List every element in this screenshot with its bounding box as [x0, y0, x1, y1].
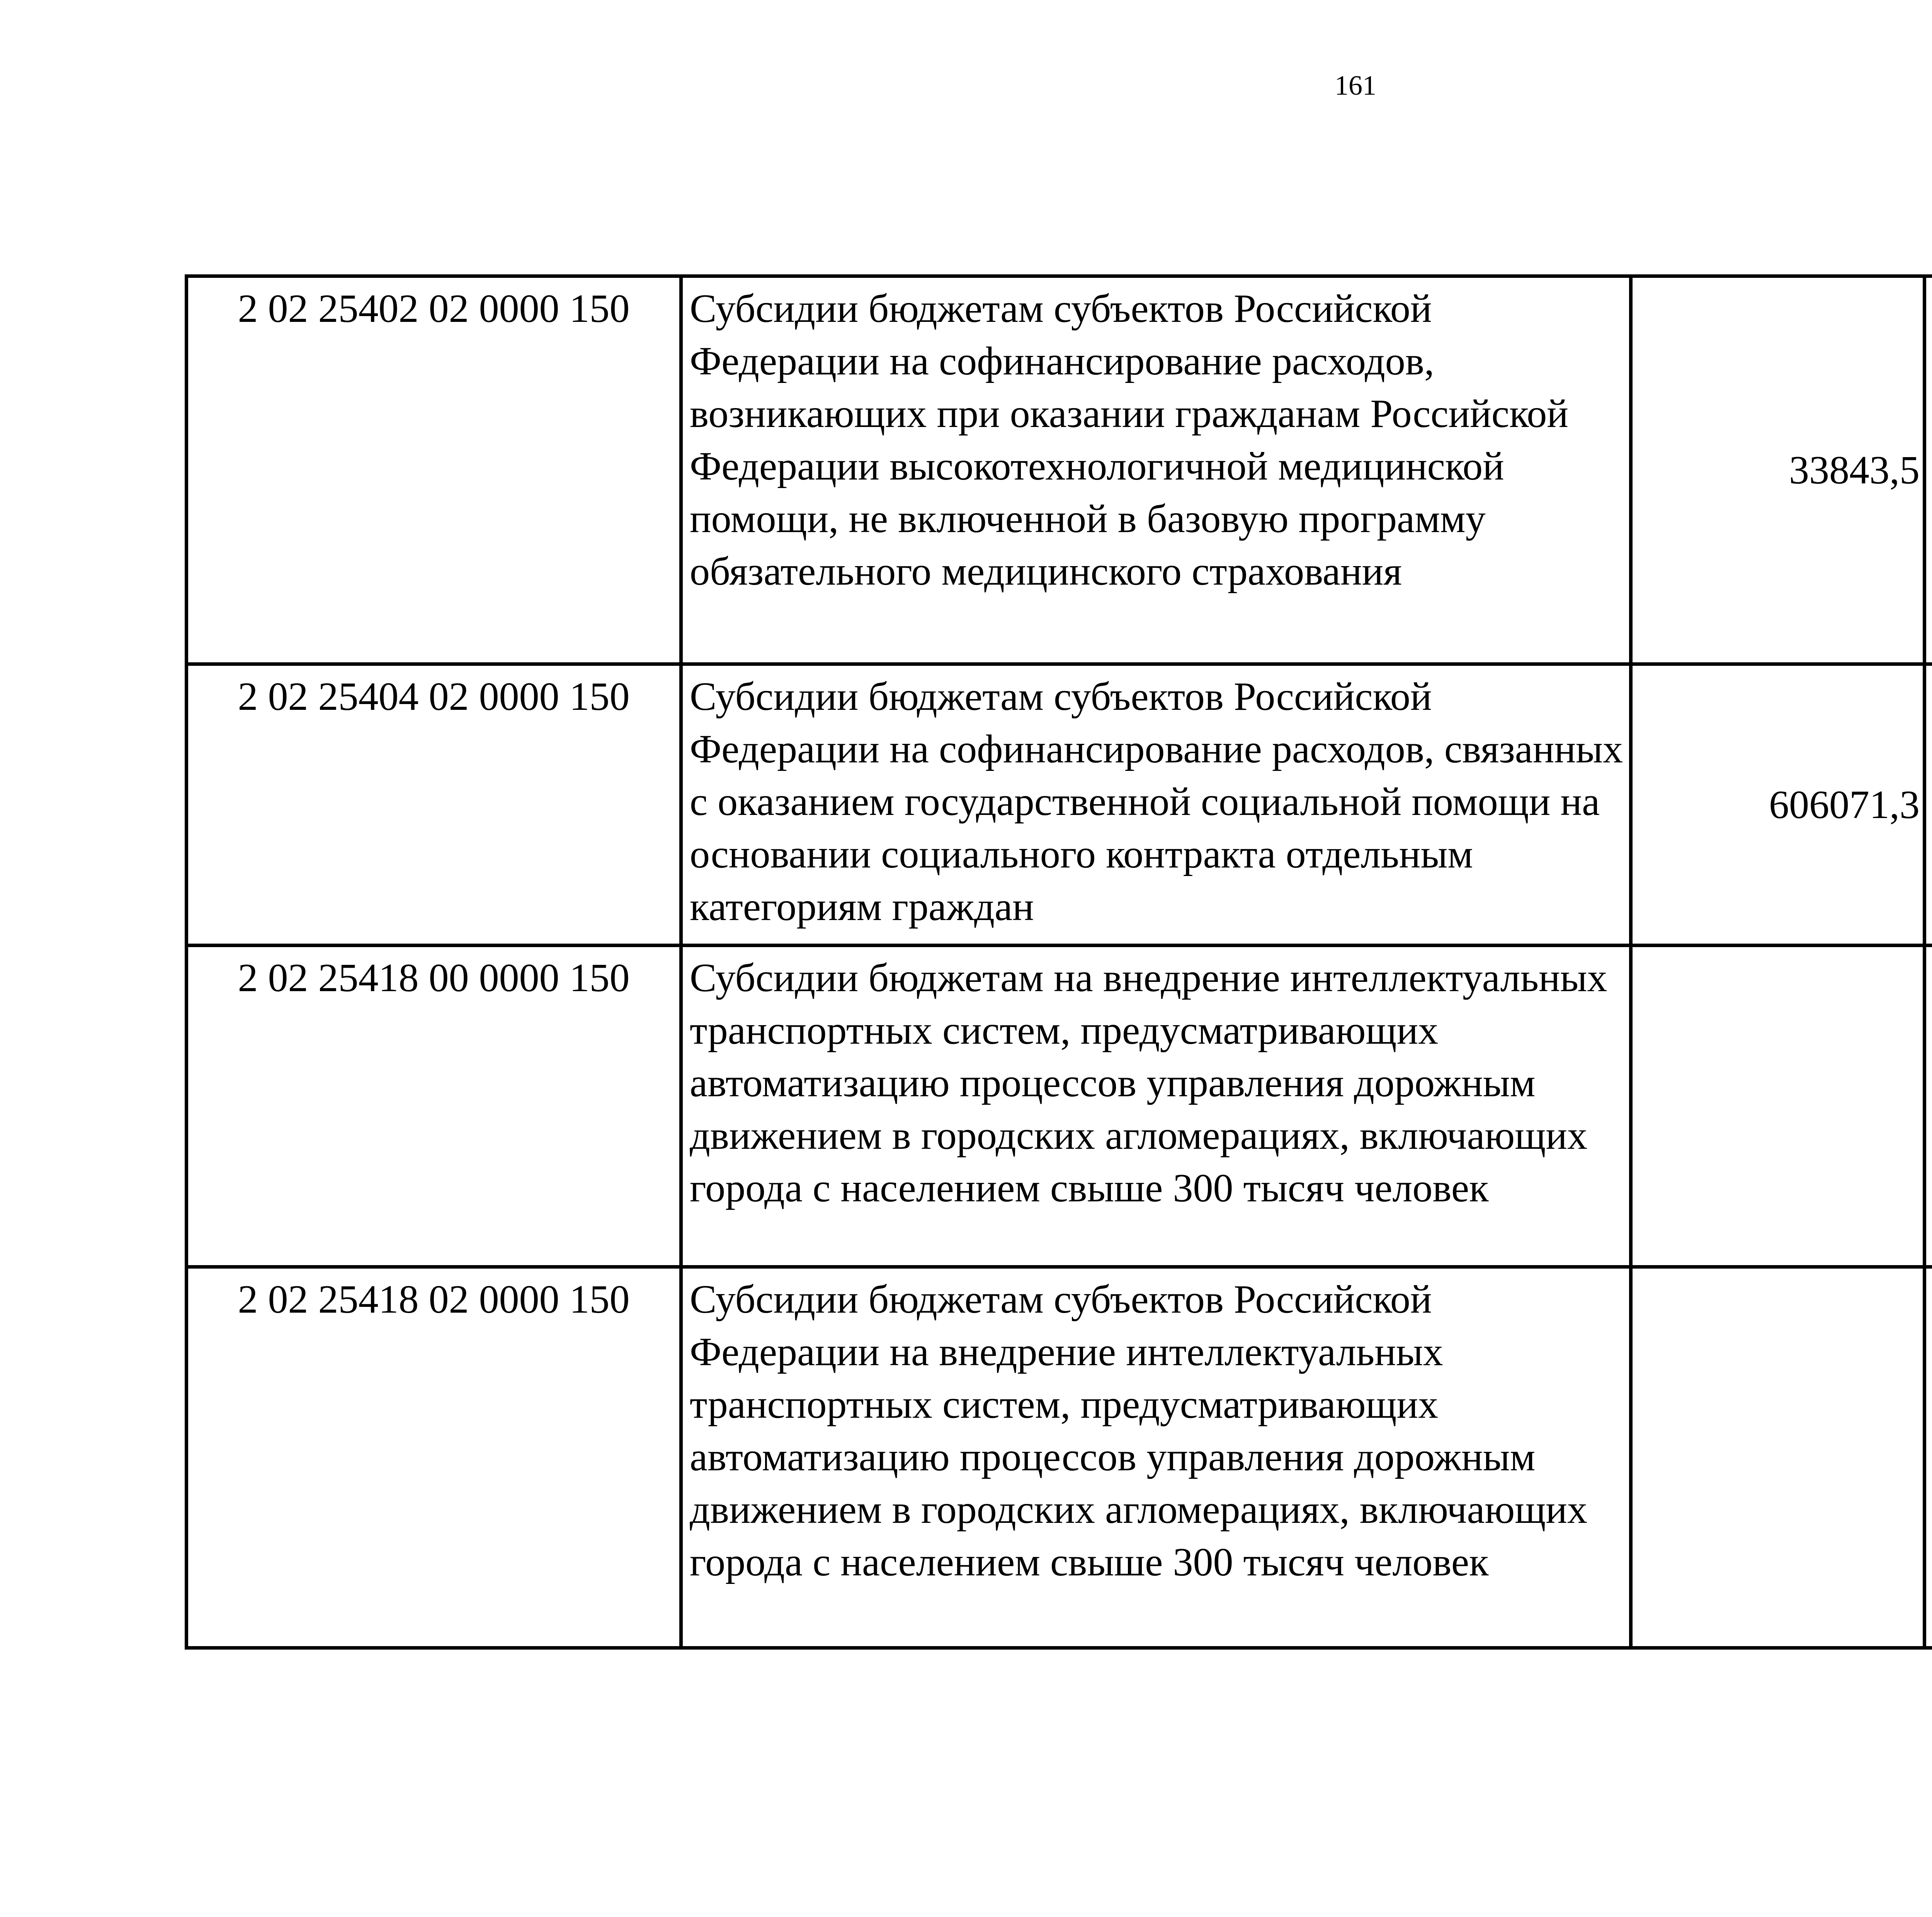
page-number: 161 — [1335, 70, 1376, 101]
table-row — [187, 1267, 1932, 1648]
amount-cell-1: 606071,3 — [1631, 664, 1925, 946]
amount-cell-2 — [1925, 276, 1932, 664]
table-row — [187, 276, 1932, 664]
budget-code-cell: 2 02 25404 02 0000 150 — [187, 664, 681, 946]
amount-cell-2 — [1925, 664, 1932, 946]
budget-code-cell: 2 02 25418 02 0000 150 — [187, 1267, 681, 1648]
table-row — [187, 664, 1932, 946]
amount-cell-1 — [1631, 1267, 1925, 1648]
amount-cell-1 — [1631, 946, 1925, 1267]
budget-revenue-table — [185, 274, 1932, 1650]
description-cell: Субсидии бюджетам субъектов Российской Федерации на софинансирование расходов, связанных с оказанием государственной социальной помощи на основании социального контракта отдельным категориям граждан — [681, 664, 1631, 946]
description-cell: Субсидии бюджетам субъектов Российской Федерации на софинансирование расходов, возникающих при оказании гражданам Российской Федерации высокотехнологичной медицинской помощи, не включенной в базовую программу обязательного медицинского страхования — [681, 276, 1631, 664]
amount-cell-1: 33843,5 — [1631, 276, 1925, 664]
description-cell: Субсидии бюджетам субъектов Российской Федерации на внедрение интеллектуальных транспортных систем, предусматривающих автоматизацию процессов управления дорожным движением в городских агломерациях, включающих города с населением свыше 300 тысяч человек — [681, 1267, 1631, 1648]
amount-cell-2 — [1925, 1267, 1932, 1648]
description-cell: Субсидии бюджетам на внедрение интеллектуальных транспортных систем, предусматривающих автоматизацию процессов управления дорожным движением в городских агломерациях, включающих города с населением свыше 300 тысяч человек — [681, 946, 1631, 1267]
budget-code-cell: 2 02 25402 02 0000 150 — [187, 276, 681, 664]
budget-code-cell: 2 02 25418 00 0000 150 — [187, 946, 681, 1267]
table-row — [187, 946, 1932, 1267]
amount-cell-2 — [1925, 946, 1932, 1267]
